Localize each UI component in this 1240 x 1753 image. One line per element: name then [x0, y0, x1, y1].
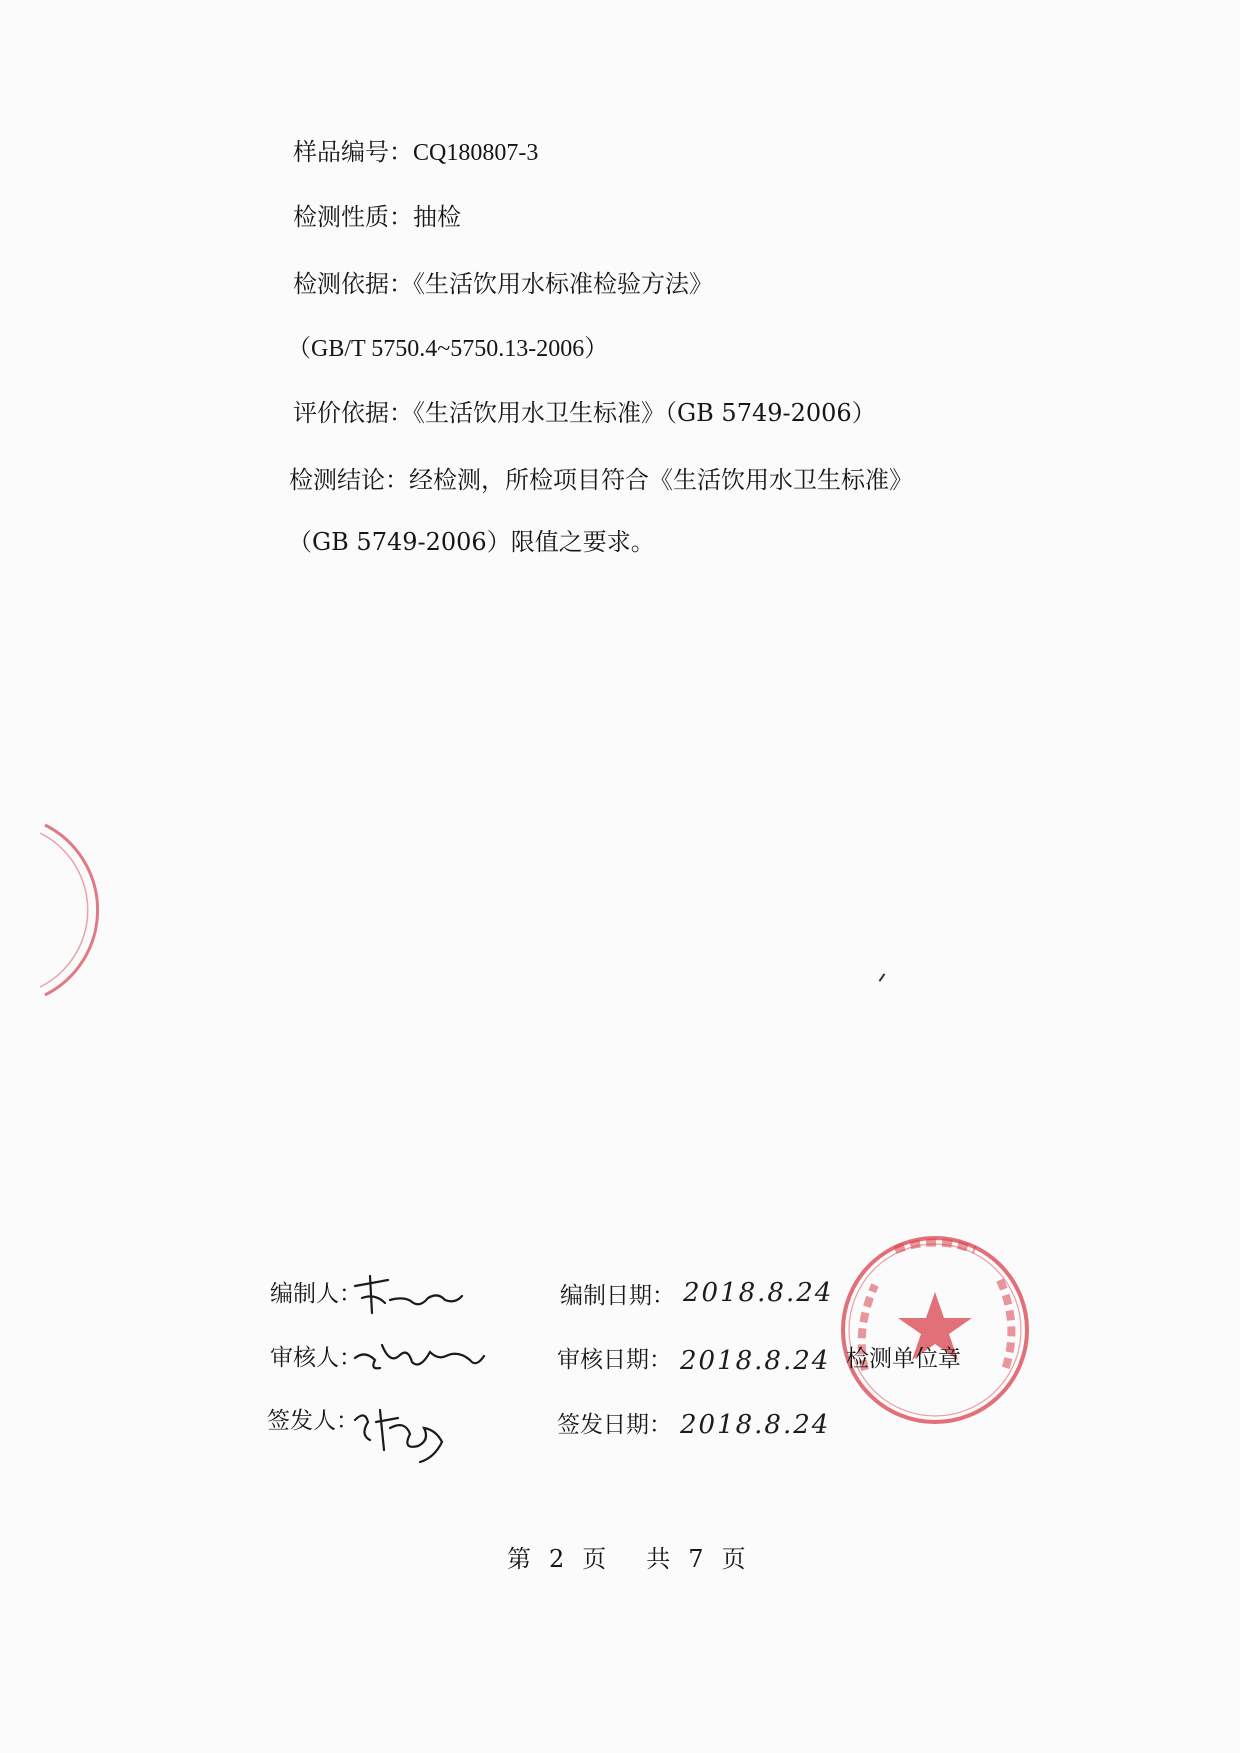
- review-date-value: 2018.8.24: [680, 1346, 831, 1376]
- compiler-label: 编制人：: [270, 1281, 362, 1307]
- total-pages: 7: [688, 1545, 704, 1573]
- test-basis-code: （GB/T 5750.4~5750.13-2006）: [287, 336, 609, 362]
- conclusion-line: [289, 465, 913, 495]
- unit-stamp-label: 检测单位章: [846, 1346, 961, 1372]
- inspection-unit-seal: [835, 1230, 1035, 1430]
- conclusion-label: 检测结论：: [289, 466, 409, 494]
- sample-number-label: 样品编号：: [293, 138, 413, 166]
- total-unit: 页: [721, 1545, 746, 1573]
- sample-number-line: [293, 137, 538, 168]
- conclusion-text-2: （GB 5749-2006）限值之要求。: [288, 528, 655, 556]
- test-basis-line: [293, 269, 713, 299]
- review-date-label: 审核日期：: [557, 1347, 672, 1373]
- test-basis-label: 检测依据：: [293, 270, 413, 298]
- evaluation-basis-value: 《生活饮用水卫生标准》（GB 5749-2006）: [413, 399, 876, 427]
- compile-date-value: 2018.8.24: [683, 1278, 834, 1308]
- reviewer-signature: [350, 1330, 490, 1380]
- test-basis-value: 《生活饮用水标准检验方法》: [413, 270, 713, 298]
- test-nature-label: 检测性质：: [293, 203, 413, 231]
- test-nature-value: 抽检: [413, 203, 461, 231]
- issuer-signature: [350, 1400, 470, 1470]
- left-seal-fragment: [0, 815, 50, 1005]
- issuer-label: 签发人：: [267, 1408, 359, 1434]
- issue-date-label: 签发日期：: [557, 1412, 672, 1438]
- page-number: 2: [549, 1545, 565, 1573]
- compiler-signature: [350, 1268, 480, 1318]
- sample-number-value: CQ180807-3: [413, 140, 539, 166]
- test-nature-line: [293, 202, 461, 232]
- show-through-text: [400, 660, 462, 749]
- evaluation-basis-line: [293, 398, 876, 428]
- reviewer-label: 审核人：: [270, 1345, 362, 1371]
- conclusion-text-1: 经检测，所检项目符合《生活饮用水卫生标准》: [409, 466, 913, 494]
- compile-date-label: 编制日期：: [560, 1283, 675, 1309]
- issue-date-value: 2018.8.24: [680, 1410, 831, 1440]
- evaluation-basis-label: 评价依据：: [293, 399, 413, 427]
- total-prefix: 共: [646, 1545, 671, 1573]
- stray-mark: [879, 973, 886, 982]
- page-prefix: 第: [507, 1545, 531, 1573]
- page-unit: 页: [582, 1545, 607, 1573]
- page-footer: [507, 1544, 746, 1574]
